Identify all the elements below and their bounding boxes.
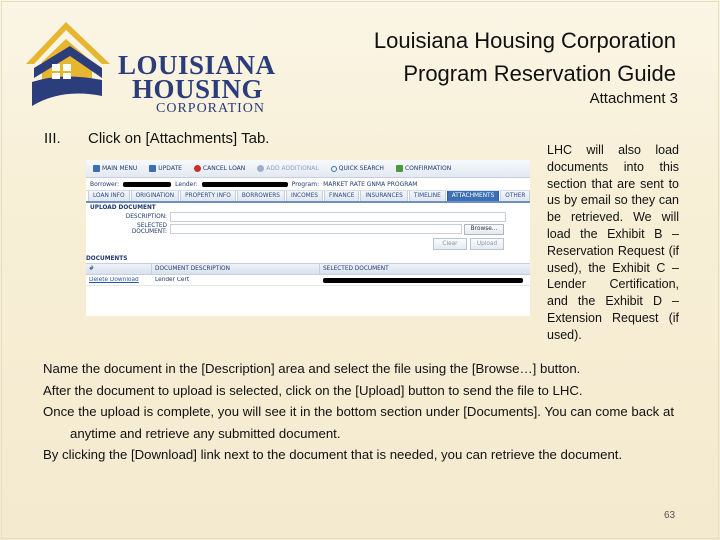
upload-actions — [86, 238, 530, 250]
paragraph-1: Name the document in the [Description] area and select the file using the [Browse…] button. — [43, 361, 581, 376]
selected-document-row — [86, 223, 530, 235]
side-note: LHC will also load documents into this section that are sent to us by email so they can be retrieved. We will load the Exhibit B – Reservation Request (if used), the Exhibit C – Lender Certification, and the Exhibit D – Extension Request (if used). — [547, 143, 679, 342]
quick-search-label: QUICK SEARCH — [338, 165, 384, 172]
table-row — [86, 275, 530, 286]
upload-section-title: UPLOAD DOCUMENT — [90, 205, 156, 211]
document-description-cell: Lender Cert — [155, 277, 190, 283]
description-label: DESCRIPTION: — [125, 214, 167, 220]
home-icon — [93, 165, 100, 172]
title-line-2: Program Reservation Guide — [403, 61, 676, 86]
app-toolbar — [86, 160, 530, 178]
tab-timeline[interactable]: TIMELINE — [409, 190, 446, 201]
page-title — [374, 24, 676, 90]
logo-line-1: LOUISIANA — [118, 50, 276, 80]
title-line-1: Louisiana Housing Corporation — [373, 28, 676, 53]
house-logo-icon — [22, 12, 122, 122]
lhc-logo — [22, 12, 276, 122]
selected-document-input[interactable] — [170, 224, 462, 234]
program-value: MARKET RATE GNMA PROGRAM — [323, 180, 418, 188]
page-number: 63 — [664, 510, 676, 521]
add-additional-button[interactable] — [252, 162, 323, 176]
tab-other[interactable]: OTHER — [500, 190, 530, 201]
save-icon — [149, 165, 156, 172]
quick-search-button[interactable] — [326, 162, 389, 176]
tab-property-info[interactable]: PROPERTY INFO — [180, 190, 236, 201]
update-label: UPDATE — [158, 165, 182, 172]
cancel-icon — [194, 165, 201, 172]
confirmation-label: CONFIRMATION — [404, 165, 452, 172]
borrower-label: Borrower: — [90, 180, 120, 188]
upload-button[interactable]: Upload — [470, 238, 504, 250]
tab-attachments[interactable]: ATTACHMENTS — [447, 190, 500, 201]
loan-tabs — [86, 191, 530, 203]
redacted-borrower — [123, 182, 171, 187]
redacted-filename — [323, 278, 523, 283]
clear-button[interactable]: Clear — [433, 238, 467, 250]
tab-finance[interactable]: FINANCE — [324, 190, 359, 201]
add-additional-label: ADD ADDITIONAL — [266, 165, 319, 172]
paragraph-3: Once the upload is complete, you will see it in the bottom section under [Documents]. You can come back at anytime and retrieve any submitted document. — [43, 404, 674, 441]
paragraph-2: After the document to upload is selected, click on the [Upload] button to send the file to LHC. — [43, 382, 583, 398]
add-icon — [257, 165, 264, 172]
browse-button[interactable]: Browse... — [464, 224, 504, 235]
confirmation-button[interactable] — [391, 162, 456, 176]
step-number: III. — [44, 130, 61, 147]
lender-label: Lender: — [175, 180, 198, 188]
attachment-label: Attachment 3 — [589, 90, 678, 107]
program-label: Program: — [291, 180, 320, 188]
delete-download-link[interactable]: Delete Download — [89, 277, 139, 283]
tab-origination[interactable]: ORIGINATION — [131, 190, 180, 201]
grid-header-selected-document[interactable]: SELECTED DOCUMENT — [323, 266, 389, 272]
tab-insurances[interactable]: INSURANCES — [360, 190, 407, 201]
selected-document-cell — [320, 278, 530, 283]
step-instruction: Click on [Attachments] Tab. — [88, 130, 270, 147]
logo-line-3: CORPORATION — [156, 101, 266, 116]
redacted-lender — [202, 182, 288, 187]
description-row — [86, 211, 530, 223]
logo-line-2: HOUSING — [132, 74, 264, 104]
instructions-body — [43, 358, 674, 466]
tab-loan-info[interactable]: LOAN INFO — [88, 190, 130, 201]
embedded-app-screenshot — [86, 160, 530, 316]
search-icon — [331, 166, 337, 172]
documents-section-title: DOCUMENTS — [86, 254, 530, 264]
main-menu-button[interactable] — [88, 162, 142, 176]
selected-document-label: SELECTED DOCUMENT: — [131, 223, 167, 235]
grid-header-description[interactable]: DOCUMENT DESCRIPTION — [152, 264, 320, 274]
main-menu-label: MAIN MENU — [102, 165, 138, 172]
grid-header-number: # — [86, 264, 152, 274]
update-button[interactable] — [144, 162, 187, 176]
paragraph-4: By clicking the [Download] link next to the document that is needed, you can retrieve the document. — [43, 447, 623, 462]
documents-grid-header — [86, 264, 530, 275]
tab-incomes[interactable]: INCOMES — [286, 190, 323, 201]
confirmation-icon — [396, 165, 403, 172]
tab-borrowers[interactable]: BORROWERS — [237, 190, 285, 201]
loan-info-row — [86, 178, 530, 191]
cancel-loan-button[interactable] — [189, 162, 250, 176]
description-input[interactable] — [170, 212, 506, 222]
cancel-loan-label: CANCEL LOAN — [202, 165, 246, 172]
